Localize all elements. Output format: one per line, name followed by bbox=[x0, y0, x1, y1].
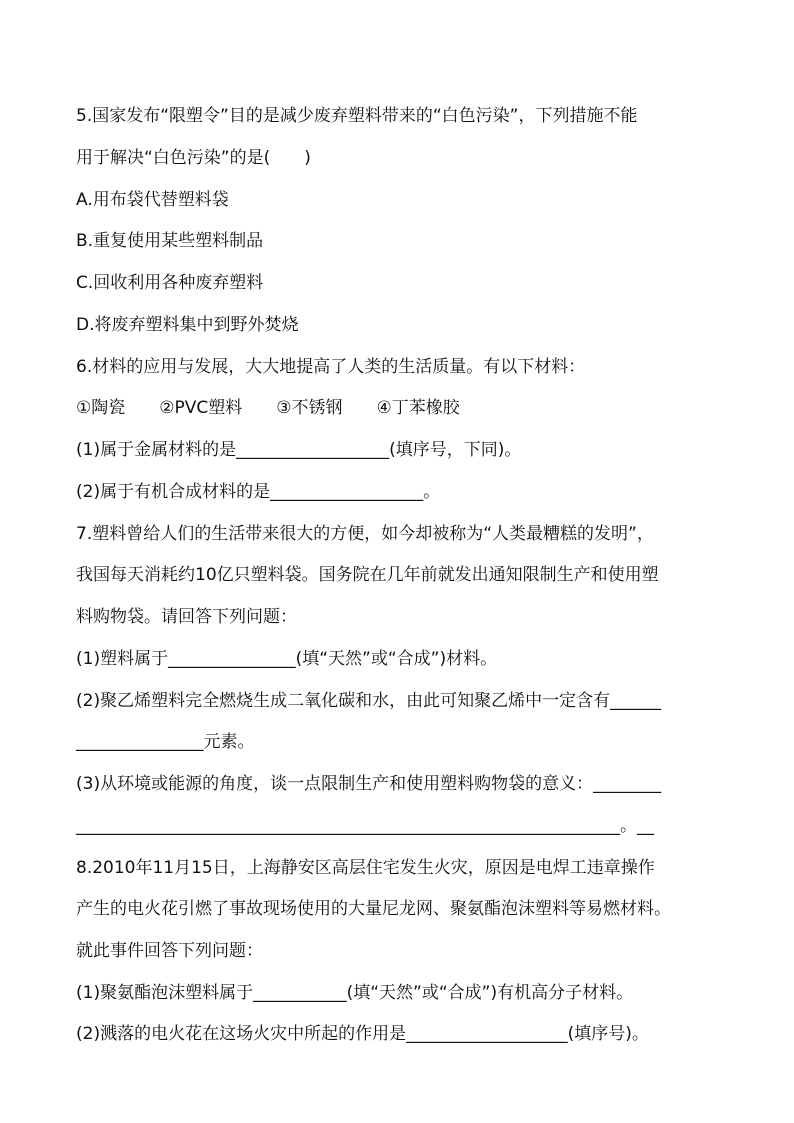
q5-stem-line1: 5.国家发布“限塑令”目的是减少废弃塑料带来的“白色污染”，下列措施不能 bbox=[76, 106, 638, 126]
q5-option-a: A.用布袋代替塑料袋 bbox=[76, 190, 229, 210]
q5-option-c: C.回收利用各种废弃塑料 bbox=[76, 273, 264, 293]
q5-stem-line2: 用于解决“白色污染”的是( ) bbox=[76, 148, 311, 168]
q8-stem-line2: 产生的电火花引燃了事故现场使用的大量尼龙网、聚氨酯泡沫塑料等易燃材料。 bbox=[76, 899, 671, 919]
q5-option-d: D.将废弃塑料集中到野外焚烧 bbox=[76, 315, 299, 335]
q7-part3-line2: ________________________________________________________________。__ bbox=[76, 816, 654, 836]
q5-option-b: B.重复使用某些塑料制品 bbox=[76, 231, 264, 251]
q7-stem-line2: 我国每天消耗约10亿只塑料袋。国务院在几年前就发出通知限制生产和使用塑 bbox=[76, 565, 659, 585]
q7-stem-line1: 7.塑料曾给人们的生活带来很大的方便，如今却被称为“人类最糟糕的发明”， bbox=[76, 524, 654, 544]
q7-part2-line2: _______________元素。 bbox=[76, 732, 255, 752]
q8-stem-line1: 8.2010年11月15日，上海静安区高层住宅发生火灾，原因是电焊工违章操作 bbox=[76, 858, 655, 878]
q6-part2: (2)属于有机合成材料的是__________________。 bbox=[76, 482, 441, 502]
q7-part1: (1)塑料属于_______________(填“天然”或“合成”)材料。 bbox=[76, 649, 498, 669]
q6-materials: ①陶瓷 ②PVC塑料 ③不锈钢 ④丁苯橡胶 bbox=[76, 398, 460, 418]
q8-stem-line3: 就此事件回答下列问题： bbox=[76, 941, 263, 961]
q7-stem-line3: 料购物袋。请回答下列问题： bbox=[76, 607, 297, 627]
q8-part2: (2)溅落的电火花在这场火灾中所起的作用是___________________(填序号)。 bbox=[76, 1024, 649, 1044]
q7-part2-line1: (2)聚乙烯塑料完全燃烧生成二氧化碳和水，由此可知聚乙烯中一定含有______ bbox=[76, 691, 662, 711]
q8-part1: (1)聚氨酯泡沫塑料属于___________(填“天然”或“合成”)有机高分子材料。 bbox=[76, 983, 634, 1003]
q6-part1: (1)属于金属材料的是__________________(填序号，下同)。 bbox=[76, 440, 522, 460]
q7-part3-line1: (3)从环境或能源的角度，谈一点限制生产和使用塑料购物袋的意义：________ bbox=[76, 774, 662, 794]
q6-stem: 6.材料的应用与发展，大大地提高了人类的生活质量。有以下材料： bbox=[76, 357, 586, 377]
